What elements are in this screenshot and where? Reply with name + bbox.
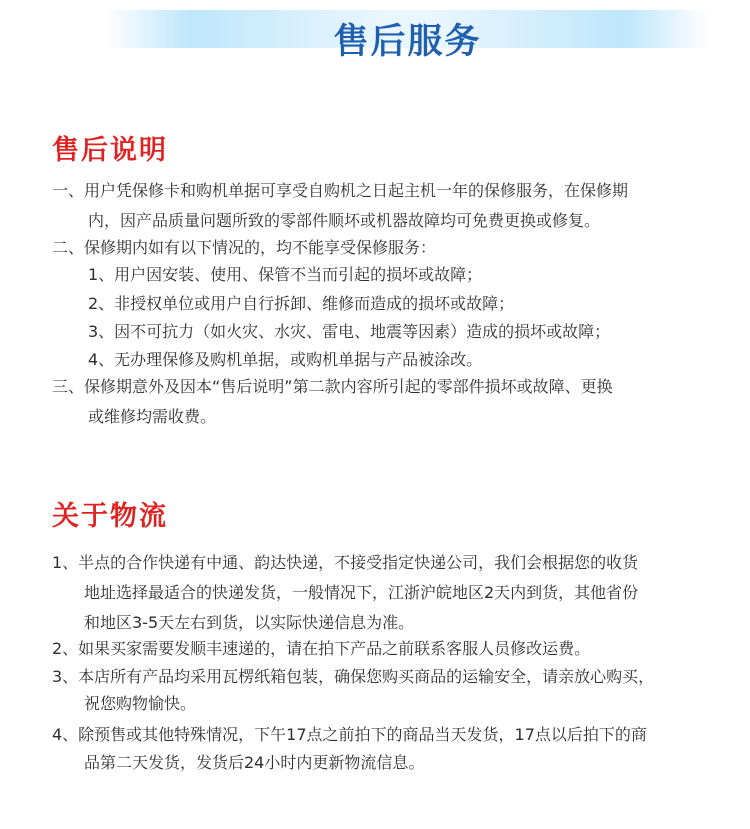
after-sales-line: 2、非授权单位或用户自行拆卸、维修而造成的损坏或故障； (88, 294, 515, 313)
after-sales-line: 4、无办理保修及购机单据，或购机单据与产品被涂改。 (88, 350, 483, 369)
logistics-heading: 关于物流 (52, 501, 168, 532)
after-sales-line: 三、保修期意外及因本“售后说明”第二款内容所引起的零部件损坏或故障、更换 (52, 377, 613, 396)
logistics-line: 品第二天发货，发货后24小时内更新物流信息。 (84, 753, 425, 772)
logistics-line: 1、半点的合作快递有中通、韵达快递，不接受指定快递公司，我们会根据您的收货 (52, 553, 639, 572)
after-sales-line: 二、保修期内如有以下情况的，均不能享受保修服务： (52, 238, 437, 257)
after-sales-heading: 售后说明 (52, 135, 168, 166)
page-title: 售后服务 (333, 22, 482, 62)
after-sales-line: 内，因产品质量问题所致的零部件顺坏或机器故障均可免费更换或修复。 (88, 211, 601, 230)
after-sales-line: 一、用户凭保修卡和购机单据可享受自购机之日起主机一年的保修服务，在保修期 (52, 181, 629, 200)
after-sales-line: 或维修均需收费。 (88, 407, 217, 426)
logistics-line: 地址选择最适合的快递发货，一般情况下，江浙沪皖地区2天内到货，其他省份 (84, 583, 639, 602)
after-sales-line: 1、用户因安装、使用、保管不当而引起的损坏或故障； (88, 265, 483, 284)
header-banner (105, 10, 710, 62)
logistics-line: 3、本店所有产品均采用瓦楞纸箱包装，确保您购买商品的运输安全，请亲放心购买， (52, 667, 655, 686)
logistics-line: 和地区3-5天左右到货，以实际快递信息为准。 (84, 613, 415, 632)
logistics-line: 祝您购物愉快。 (84, 694, 197, 713)
after-sales-line: 3、因不可抗力（如火灾、水灾、雷电、地震等因素）造成的损坏或故障； (88, 322, 611, 341)
logistics-line: 4、除预售或其他特殊情况，下午17点之前拍下的商品当天发货，17点以后拍下的商 (52, 725, 647, 744)
logistics-line: 2、如果买家需要发顺丰速递的，请在拍下产品之前联系客服人员修改运费。 (52, 639, 591, 658)
